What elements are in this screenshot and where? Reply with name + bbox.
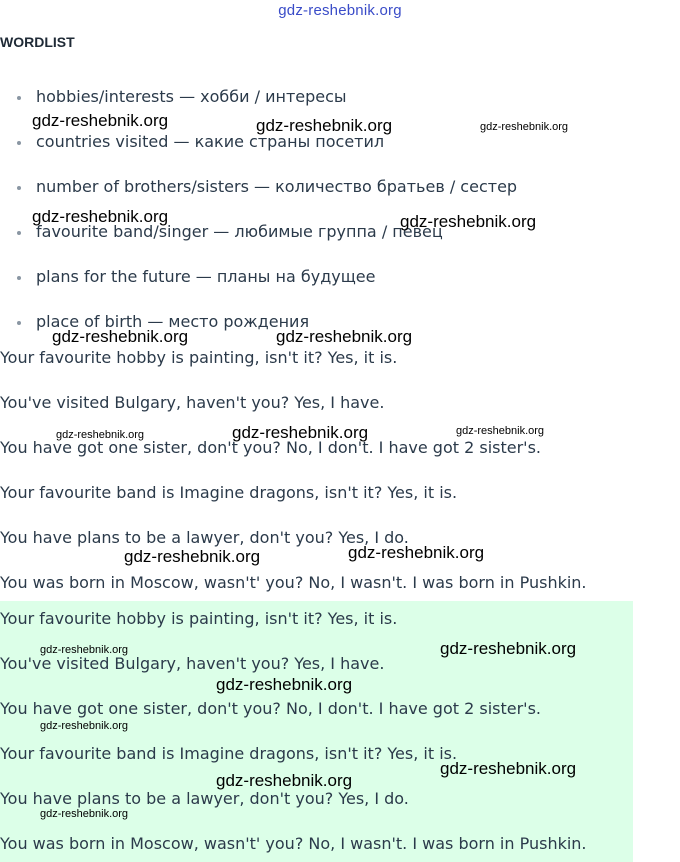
answer-sentence: Your favourite band is Imagine dragons, isn't it? Yes, it is. [0, 744, 458, 763]
watermark: gdz-reshebnik.org [124, 547, 261, 566]
watermark: gdz-reshebnik.org [32, 111, 169, 130]
list-item-text: hobbies/interests — хобби / интересы [36, 87, 347, 106]
wordlist-heading: WORDLIST [0, 34, 75, 50]
bullet-dot-icon [17, 96, 21, 100]
watermark: gdz-reshebnik.org [56, 429, 145, 441]
sentence: Your favourite band is Imagine dragons, isn't it? Yes, it is. [0, 483, 458, 502]
watermark: gdz-reshebnik.org [40, 720, 129, 732]
sentence: You've visited Bulgary, haven't you? Yes, I have. [0, 393, 385, 412]
watermark: gdz-reshebnik.org [456, 425, 545, 437]
watermark: gdz-reshebnik.org [348, 543, 485, 562]
bullet-dot-icon [17, 231, 21, 235]
list-item-text: plans for the future — планы на будущее [36, 267, 376, 286]
watermark: gdz-reshebnik.org [480, 121, 569, 133]
watermark: gdz-reshebnik.org [52, 327, 189, 346]
watermark: gdz-reshebnik.org [216, 771, 353, 790]
watermark: gdz-reshebnik.org [276, 327, 413, 346]
watermark: gdz-reshebnik.org [256, 116, 393, 135]
bullet-dot-icon [17, 321, 21, 325]
bullet-dot-icon [17, 186, 21, 190]
answer-sentence: You was born in Moscow, wasn't' you? No, I wasn't. I was born in Pushkin. [0, 834, 587, 853]
list-item-text: number of brothers/sisters — количество братьев / сестер [36, 177, 518, 196]
answer-sentence: Your favourite hobby is painting, isn't it? Yes, it is. [0, 609, 398, 628]
watermark: gdz-reshebnik.org [40, 644, 129, 656]
watermark: gdz-reshebnik.org [40, 808, 129, 820]
sentence: You was born in Moscow, wasn't' you? No, I wasn't. I was born in Pushkin. [0, 573, 587, 592]
list-item-text: countries visited — какие страны посетил [36, 132, 385, 151]
list-item-text: favourite band/singer — любимые группа / певец [36, 222, 443, 241]
list-item-text: place of birth — место рождения [36, 312, 310, 331]
watermark: gdz-reshebnik.org [440, 639, 577, 658]
answer-sentence: You have got one sister, don't you? No, I don't. I have got 2 sister's. [0, 699, 541, 718]
watermark: gdz-reshebnik.org [216, 675, 353, 694]
bullet-dot-icon [17, 141, 21, 145]
watermark: gdz-reshebnik.org [32, 207, 169, 226]
sentence: You have plans to be a lawyer, don't you? Yes, I do. [0, 528, 409, 547]
answer-sentence: You've visited Bulgary, haven't you? Yes, I have. [0, 654, 385, 673]
watermark: gdz-reshebnik.org [232, 423, 369, 442]
answer-sentence: You have plans to be a lawyer, don't you? Yes, I do. [0, 789, 409, 808]
sentence: You have got one sister, don't you? No, I don't. I have got 2 sister's. [0, 438, 541, 457]
watermark: gdz-reshebnik.org [440, 759, 577, 778]
watermark: gdz-reshebnik.org [400, 212, 537, 231]
site-link[interactable]: gdz-reshebnik.org [278, 2, 402, 19]
sentence: Your favourite hobby is painting, isn't it? Yes, it is. [0, 348, 398, 367]
bullet-dot-icon [17, 276, 21, 280]
